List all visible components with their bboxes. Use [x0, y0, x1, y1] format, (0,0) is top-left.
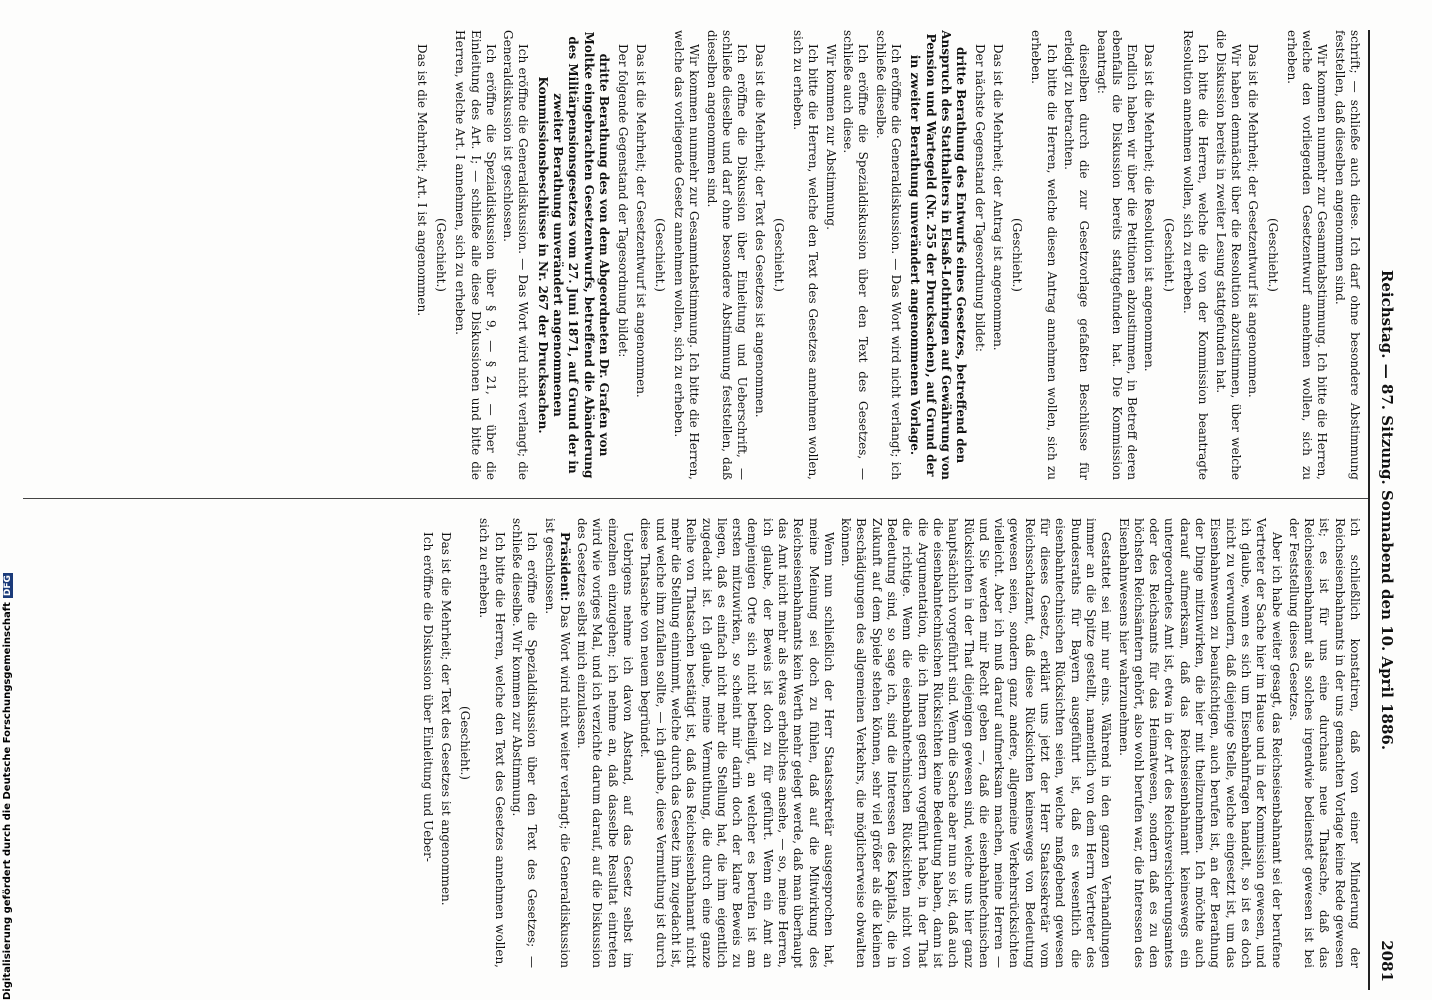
paragraph: Das ist die Mehrheit; der Gesetzentwurf ist angenommen.	[1246, 44, 1261, 398]
page-number: 2081	[1378, 940, 1396, 982]
digitization-credit	[2, 573, 13, 1000]
paragraph: Ich bitte die Herren, welche diesen Antrag annehmen wollen, sich zu erheben.	[1029, 30, 1059, 480]
stage-note: (Geschieht.)	[458, 706, 473, 780]
dfg-logo-icon: DFG	[3, 575, 13, 597]
stage-note: (Geschieht.)	[1161, 218, 1176, 292]
paragraph: Ich eröffne die Diskussion über Einleitung und Ueberschrift, — schließe dieselbe und darf ohne besondere Abstimmung feststellen, daß dieselben angenommen sind.	[704, 30, 750, 480]
header-rule	[1368, 30, 1370, 990]
quoted-motion: dieselben durch die zur Gesetzvorlage gefaßten Beschlüsse für erledigt zu betrachten.	[1061, 30, 1092, 480]
right-column	[411, 30, 1362, 480]
speaker-name: Präsident:	[557, 532, 572, 602]
paragraph: Uebrigens nehme ich davon Abstand, auf das Gesetz selbst im einzelnen einzugehen; ich nehme an, daß dasselbe Resultat eintreten wird wie voriges Mal, und ich verzichte darum darauf, auf die Diskussion des Gesetzes selbst mich einzulassen.	[575, 518, 636, 968]
paragraph: Der folgende Gegenstand der Tagesordnung bildet:	[616, 44, 631, 358]
paragraph: Ich bitte die Herren, welche die von der Kommission beantragte Resolution annehmen wollen, sich zu erheben.	[1181, 30, 1211, 480]
paragraph: Ich eröffne die Spezialdiskussion über den Text des Gesetzes, — schließe auch diese.	[841, 30, 871, 480]
paragraph: schrift; — schließe auch diese. Ich darf ohne besondere Abstimmung feststellen, daß dieselben angenommen sind.	[1332, 30, 1362, 480]
paragraph: Ich eröffne die Generaldiskussion. — Das Wort wird nicht verlangt; die Generaldiskussion ist geschlossen.	[501, 30, 531, 480]
paragraph: Der nächste Gegenstand der Tagesordnung bildet:	[973, 44, 988, 352]
paragraph: Ich eröffne die Spezialdiskussion über § 9, — § 21, — über die Einleitung des Art. I; — schließe alle diese Diskussionen und bitte die Herren, welche Art. I annehmen, sich zu erheben.	[453, 30, 498, 480]
stage-note: (Geschieht.)	[1010, 218, 1025, 292]
left-column	[418, 518, 1362, 968]
paragraph: ich schließlich konstatiren, daß von einer Minderung der Reichseisenbahnamts in der uns gemachten Vorlage keine Rede gewesen ist; es ist für uns eine durchaus neue Thatsache, daß das Reichseisenbahnamt als solches irgendwie bedienstet gewesen ist bei der Feststellung dieses Gesetzes.	[1286, 518, 1362, 968]
paragraph: Wir kommen zur Abstimmung.	[823, 44, 838, 230]
paragraph: Ich bitte die Herren, welche den Text des Gesetzes annehmen wollen, sich zu erheben.	[791, 30, 821, 480]
page-title: Reichstag. — 87. Sitzung. Sonnabend den 10. April 1886.	[1378, 269, 1396, 751]
column-divider	[23, 498, 1368, 499]
paragraph: Wir kommen nunmehr zur Gesammtabstimmung. Ich bitte die Herren, welche den vorliegenden Gesetzentwurf annehmen wollen, sich zu erheben.	[1284, 30, 1330, 480]
paragraph: Das ist die Mehrheit; der Antrag ist angenommen.	[990, 44, 1005, 351]
rotated-page-content	[16, 0, 1416, 1000]
paragraph: Das ist die Mehrheit; der Text des Gesetzes ist angenommen.	[438, 532, 453, 906]
paragraph: Wenn nun schließlich der Herr Staatssekretär ausgesprochen hat, meine Meinung sei doch zu fühlen, daß auf die Mitwirkung des Reichseisenbahnamts kein Werth mehr gelegt werde, daß man überhaupt das Amt nicht mehr als etwas erhebliches ansehe, — so, meine Herren, ich glaube, der Beweis ist doch zu für geführt. Wenn ein Amt an demjenigen Orte sich nicht betheiligt, an welcher es berufen ist am ersten mitzuwirken, so scheint mir darin doch der klare Beweis zu liegen, daß es einfach nicht mehr die Stellung hat, die ihm eigentlich zugedacht ist. Ich glaube, meine Vermuthung, die durch eine ganze Reihe von Thatsachen bestätigt ist, daß das Reichseisenbahnamt nicht mehr die Stellung einnimmt, welche durch das Gesetz ihm zugedacht ist, und welche ihm zufallen sollte, — ich glaube, diese Vermuthung ist durch diese Thatsache von neuem begründet.	[638, 518, 836, 968]
paragraph: Wir kommen nunmehr zur Gesammtabstimmung. Ich bitte die Herren, welche das vorliegende Gesetz annehmen wollen, sich zu erheben.	[672, 30, 702, 480]
agenda-item: dritte Berathung des von dem Abgeordneten Dr. Grafen von Moltke eingebrachten Gesetzentwurfs, betreffend die Abänderung des Militärpensionsgesetzes vom 27. Juni 1871, auf Grund der in zweiter Berathung unverändert angenommenen Kommissionsbeschlüsse in Nr. 267 der Drucksachen.	[535, 31, 611, 479]
paragraph: Wir haben demnächst über die Resolution abzustimmen, über welche die Diskussion bereits in zweiter Lesung stattgefunden hat.	[1213, 30, 1243, 480]
paragraph: Das ist die Mehrheit; Art. I ist angenommen.	[414, 44, 429, 317]
paragraph: Ich bitte die Herren, welche den Text des Gesetzes annehmen wollen, sich zu erheben.	[477, 518, 507, 968]
page-header	[1372, 30, 1396, 990]
credit-text: Digitalisierung gefördert durch die Deutsche Forschungsgemeinschaft	[2, 602, 13, 1000]
stage-note: (Geschieht.)	[652, 218, 667, 292]
speech-text: Das Wort wird nicht weiter verlangt; die Generaldiskussion ist geschlossen.	[542, 518, 572, 968]
speaker-paragraph	[541, 518, 572, 968]
paragraph: Gestattet sei mir nur eins. Während in den ganzen Verhandlungen immer an die Spitze gestellt, namentlich von dem Herrn Vertreter des Bundesraths für Bayern ausgeführt ist, daß es wesentlich die eisenbahntechnischen Rücksichten seien, welche maßgebend gewesen für dieses Gesetz, erklärt uns jetzt der Herr Staatssekretär vom Reichsschatzamt, daß diese Rücksichten keineswegs von Bedeutung gewesen seien, sondern ganz andere, allgemeine Verkehrsrücksichten vielleicht. Aber ich muß darauf aufmerksam machen, meine Herren — und Sie werden mir Recht geben —, daß die eisenbahntechnischen Rücksichten in der That diejenigen gewesen sind, welche uns hier ganz hauptsächlich vorgeführt sind. Wenn die Sache aber nun so ist, daß auch die eisenbahntechnischen Rücksichten keine Bedeutung haben, dann ist die Argumentation, die ich Ihnen gestern vorgeführt habe, in der That die richtige. Wenn die eisenbahntechnischen Rücksichten nicht von Bedeutung sind, so sage ich, sind die Interessen des Kapitals, die in Zukunft auf dem Spiele stehen können, sehr viel größer als die kleinen Beschädigungen des allgemeinen Verkehrs, die möglicherweise obwalten können.	[839, 518, 1114, 968]
stage-note: (Geschieht.)	[1265, 218, 1280, 292]
paragraph: Ich eröffne die Diskussion über Einleitung und Ueber-	[421, 532, 436, 862]
paragraph: Endlich haben wir über die Petitionen abzustimmen, in Betreff deren ebenfalls die Diskussion bereits stattgefunden hat. Die Kommission beantragt:	[1094, 30, 1140, 480]
paragraph: Das ist die Mehrheit; die Resolution ist angenommen.	[1142, 44, 1157, 372]
agenda-item: dritte Berathung des Entwurfs eines Gesetzes, betreffend den Anspruch des Statthalters in Elsaß-Lothringen auf Gewährung von Pension und Wartegeld (Nr. 255 der Drucksachen), auf Grund der in zweiter Berathung unverändert angenommenen Vorlage.	[908, 30, 969, 480]
paragraph: Ich eröffne die Generaldiskussion. — Das Wort wird nicht verlangt; ich schließe dieselbe.	[873, 30, 903, 480]
paragraph: Das ist die Mehrheit; der Gesetzentwurf ist angenommen.	[633, 44, 648, 398]
stage-note: (Geschieht.)	[771, 218, 786, 292]
paragraph: Ich eröffne die Spezialdiskussion über den Text des Gesetzes; — schließe dieselbe. Wir kommen zur Abstimmung.	[509, 518, 540, 968]
paragraph: Das ist die Mehrheit; der Text des Gesetzes ist angenommen.	[752, 44, 767, 418]
paragraph: Aber ich habe weiter gesagt, das Reichseisenbahnamt sei der berufene Vertreter der Sache hier im Hause und in der Kommission gewesen, und ich glaube, wenn es sich um Eisenbahnfragen handelt, so ist es doch nicht zu verwundern, daß diejenige Stelle, welche eingesetzt ist, um das Eisenbahnwesen zu beaufsichtigen, auch berufen ist, an der Berathung der Dinge mitzuwirken, die hier mit theilzunehmen. Ich möchte auch darauf aufmerksam, daß das Reichseisenbahnamt keineswegs ein untergeordnetes Amt ist, etwa in der Art des Reichsversicherungsamtes oder des Reichsamts für das Heimatwesen, sondern daß es zu den höchsten Reichsämtern gehört, also wohl berufen war, die Interessen des Eisenbahnwesens hier wahrzunehmen.	[1116, 518, 1284, 968]
stage-note: (Geschieht.)	[433, 218, 448, 292]
